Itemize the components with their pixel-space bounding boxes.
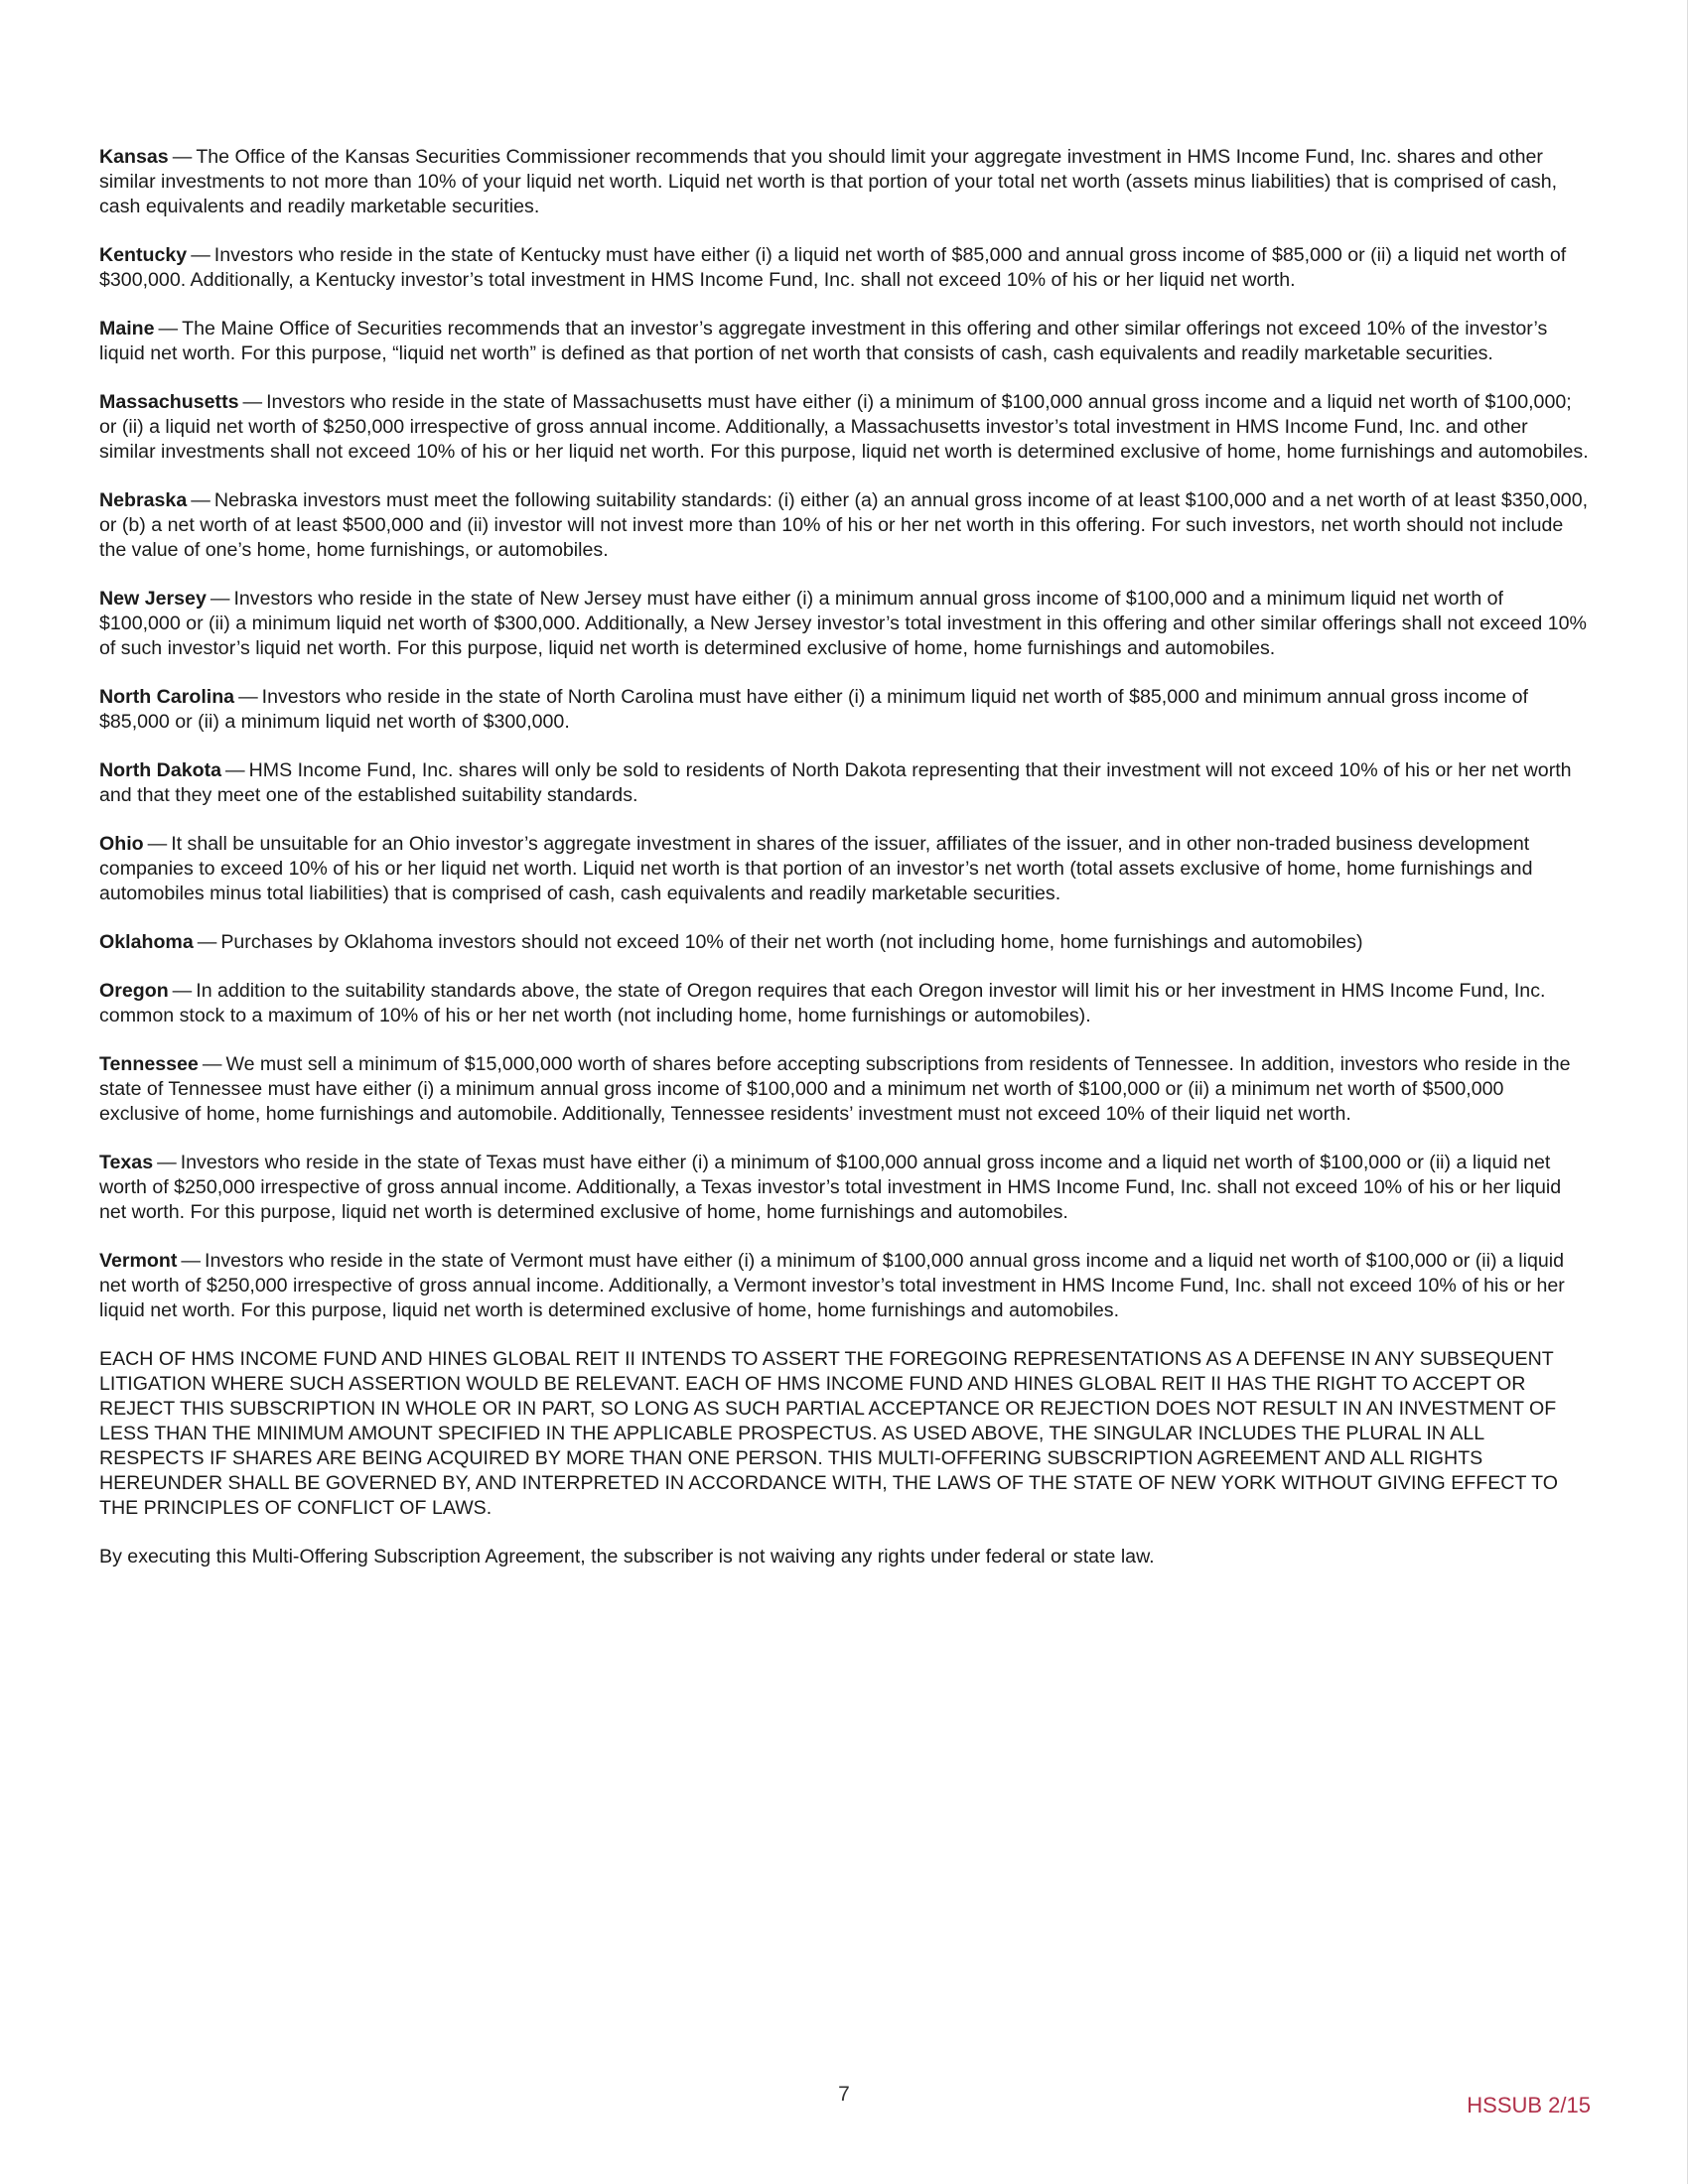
em-dash-separator: — xyxy=(238,686,258,708)
state-requirement-text: Purchases by Oklahoma investors should not exceed 10% of their net worth (not including home, home furnishings and automobiles) xyxy=(220,931,1363,953)
state-paragraph xyxy=(99,758,1589,808)
state-paragraph xyxy=(99,1249,1589,1323)
state-name: North Dakota xyxy=(99,759,222,781)
state-requirement-text: Investors who reside in the state of Kentucky must have either (i) a liquid net worth of $85,000 and annual gross income of $85,000 or (ii) a liquid net worth of $300,000. Additionally, a Kentucky investor’s total investment in HMS Income Fund, Inc. shall not exceed 10% of his or her liquid net worth. xyxy=(99,244,1567,291)
state-name: Vermont xyxy=(99,1250,178,1272)
state-name: Oregon xyxy=(99,980,169,1002)
state-name: North Carolina xyxy=(99,686,235,708)
state-paragraph xyxy=(99,390,1589,465)
state-requirement-text: Investors who reside in the state of North Carolina must have either (i) a minimum liquid net worth of $85,000 and minimum annual gross income of $85,000 or (ii) a minimum liquid net worth of $300,000. xyxy=(99,686,1528,733)
state-requirement-text: It shall be unsuitable for an Ohio investor’s aggregate investment in shares of the issuer, affiliates of the issuer, and in other non-traded business development companies to exceed 10% of his or her liquid net worth. Liquid net worth is that portion of an investor’s net worth (total assets exclusive of home, home furnishings and automobiles minus total liabilities) that is comprised of cash, cash equivalents and readily marketable securities. xyxy=(99,833,1533,904)
state-requirement-text: Investors who reside in the state of Massachusetts must have either (i) a minimum of $100,000 annual gross income and a liquid net worth of $100,000; or (ii) a liquid net worth of $250,000 irrespective of gross annual income. Additionally, a Massachusetts investor’s total investment in HMS Income Fund, Inc. and other similar investments shall not exceed 10% of his or her liquid net worth. For this purpose, liquid net worth is determined exclusive of home, home furnishings and automobiles. xyxy=(99,391,1589,463)
em-dash-separator: — xyxy=(172,146,193,168)
em-dash-separator: — xyxy=(225,759,245,781)
state-name: Texas xyxy=(99,1152,154,1173)
em-dash-separator: — xyxy=(147,833,168,855)
em-dash-separator: — xyxy=(158,318,179,340)
page-number: 7 xyxy=(838,2083,850,2106)
state-requirement-text: Investors who reside in the state of Vermont must have either (i) a minimum of $100,000 annual gross income and a liquid net worth of $100,000 or (ii) a liquid net worth of $250,000 irrespective of gross annual income. Additionally, a Vermont investor’s total investment in HMS Income Fund, Inc. shall not exceed 10% of his or her liquid net worth. For this purpose, liquid net worth is determined exclusive of home, home furnishings and automobiles. xyxy=(99,1250,1565,1321)
closing-caps-paragraph: EACH OF HMS INCOME FUND AND HINES GLOBAL REIT II INTENDS TO ASSERT THE FOREGOING REPRESENTATIONS AS A DEFENSE IN ANY SUBSEQUENT LITIGATION WHERE SUCH ASSERTION WOULD BE RELEVANT. EACH OF HMS INCOME FUND AND HINES GLOBAL REIT II HAS THE RIGHT TO ACCEPT OR REJECT THIS SUBSCRIPTION IN WHOLE OR IN PART, SO LONG AS SUCH PARTIAL ACCEPTANCE OR REJECTION DOES NOT RESULT IN AN INVESTMENT OF LESS THAN THE MINIMUM AMOUNT SPECIFIED IN THE APPLICABLE PROSPECTUS. AS USED ABOVE, THE SINGULAR INCLUDES THE PLURAL IN ALL RESPECTS IF SHARES ARE BEING ACQUIRED BY MORE THAN ONE PERSON. THIS MULTI-OFFERING SUBSCRIPTION AGREEMENT AND ALL RIGHTS HEREUNDER SHALL BE GOVERNED BY, AND INTERPRETED IN ACCORDANCE WITH, THE LAWS OF THE STATE OF NEW YORK WITHOUT GIVING EFFECT TO THE PRINCIPLES OF CONFLICT OF LAWS. xyxy=(99,1348,1559,1519)
state-name: Oklahoma xyxy=(99,931,194,953)
state-requirement-text: We must sell a minimum of $15,000,000 worth of shares before accepting subscriptions from residents of Tennessee. In addition, investors who reside in the state of Tennessee must have either (i) a minimum annual gross income of $100,000 and a minimum net worth of $100,000 or (ii) a minimum net worth of $500,000 exclusive of home, home furnishings and automobile. Additionally, Tennessee residents’ investment must not exceed 10% of their liquid net worth. xyxy=(99,1053,1571,1125)
state-name: Ohio xyxy=(99,833,144,855)
state-paragraph xyxy=(99,587,1589,661)
state-requirement-text: The Maine Office of Securities recommends that an investor’s aggregate investment in this offering and other similar offerings not exceed 10% of the investor’s liquid net worth. For this purpose, “liquid net worth” is defined as that portion of net worth that consists of cash, cash equivalents and readily marketable securities. xyxy=(99,318,1548,364)
state-paragraph xyxy=(99,832,1589,906)
em-dash-separator: — xyxy=(197,931,217,953)
state-name: Maine xyxy=(99,318,155,340)
em-dash-separator: — xyxy=(172,980,193,1002)
em-dash-separator: — xyxy=(191,489,211,511)
state-paragraph xyxy=(99,930,1589,955)
state-paragraph xyxy=(99,317,1589,366)
state-requirement-text: The Office of the Kansas Securities Commissioner recommends that you should limit your aggregate investment in HMS Income Fund, Inc. shares and other similar investments to not more than 10% of your liquid net worth. Liquid net worth is that portion of your total net worth (assets minus liabilities) that is comprised of cash, cash equivalents and readily marketable securities. xyxy=(99,146,1558,217)
em-dash-separator: — xyxy=(157,1152,177,1173)
state-name: Nebraska xyxy=(99,489,188,511)
state-requirement-text: Investors who reside in the state of New Jersey must have either (i) a minimum annual gross income of $100,000 and a minimum liquid net worth of $100,000 or (ii) a minimum liquid net worth of $300,000. Additionally, a New Jersey investor’s total investment in this offering and other similar offerings shall not exceed 10% of such investor’s liquid net worth. For this purpose, liquid net worth is determined exclusive of home, home furnishings and automobiles. xyxy=(99,588,1587,659)
state-name: New Jersey xyxy=(99,588,207,610)
state-requirement-text: HMS Income Fund, Inc. shares will only be sold to residents of North Dakota representing that their investment will not exceed 10% of his or her net worth and that they meet one of the established suitability standards. xyxy=(99,759,1572,806)
state-name: Kentucky xyxy=(99,244,188,266)
state-paragraph xyxy=(99,145,1589,219)
state-suitability-list xyxy=(99,145,1589,1323)
form-code: HSSUB 2/15 xyxy=(1467,2093,1591,2117)
em-dash-separator: — xyxy=(191,244,211,266)
state-name: Tennessee xyxy=(99,1053,199,1075)
state-requirement-text: Nebraska investors must meet the following suitability standards: (i) either (a) an annual gross income of at least $100,000 and a net worth of at least $350,000, or (b) a net worth of at least $500,000 and (ii) investor will not invest more than 10% of his or her net worth in this offering. For such investors, net worth should not include the value of one’s home, home furnishings, or automobiles. xyxy=(99,489,1589,561)
state-requirement-text: Investors who reside in the state of Texas must have either (i) a minimum of $100,000 annual gross income and a liquid net worth of $100,000 or (ii) a liquid net worth of $250,000 irrespective of gross annual income. Additionally, a Texas investor’s total investment in HMS Income Fund, Inc. shall not exceed 10% of his or her liquid net worth. For this purpose, liquid net worth is determined exclusive of home, home furnishings and automobiles. xyxy=(99,1152,1562,1223)
state-paragraph xyxy=(99,243,1589,293)
state-requirement-text: In addition to the suitability standards above, the state of Oregon requires that each Oregon investor will limit his or her investment in HMS Income Fund, Inc. common stock to a maximum of 10% of his or her net worth (not including home, home furnishings or automobiles). xyxy=(99,980,1546,1026)
state-paragraph xyxy=(99,1151,1589,1225)
state-paragraph xyxy=(99,685,1589,735)
em-dash-separator: — xyxy=(242,391,263,413)
closing-final-paragraph: By executing this Multi-Offering Subscription Agreement, the subscriber is not waiving any rights under federal or state law. xyxy=(99,1546,1155,1568)
state-paragraph xyxy=(99,488,1589,563)
state-name: Kansas xyxy=(99,146,169,168)
em-dash-separator: — xyxy=(202,1053,222,1075)
state-paragraph xyxy=(99,1052,1589,1127)
state-name: Massachusetts xyxy=(99,391,239,413)
em-dash-separator: — xyxy=(181,1250,201,1272)
em-dash-separator: — xyxy=(210,588,230,610)
document-body xyxy=(99,145,1589,1593)
state-paragraph xyxy=(99,979,1589,1028)
